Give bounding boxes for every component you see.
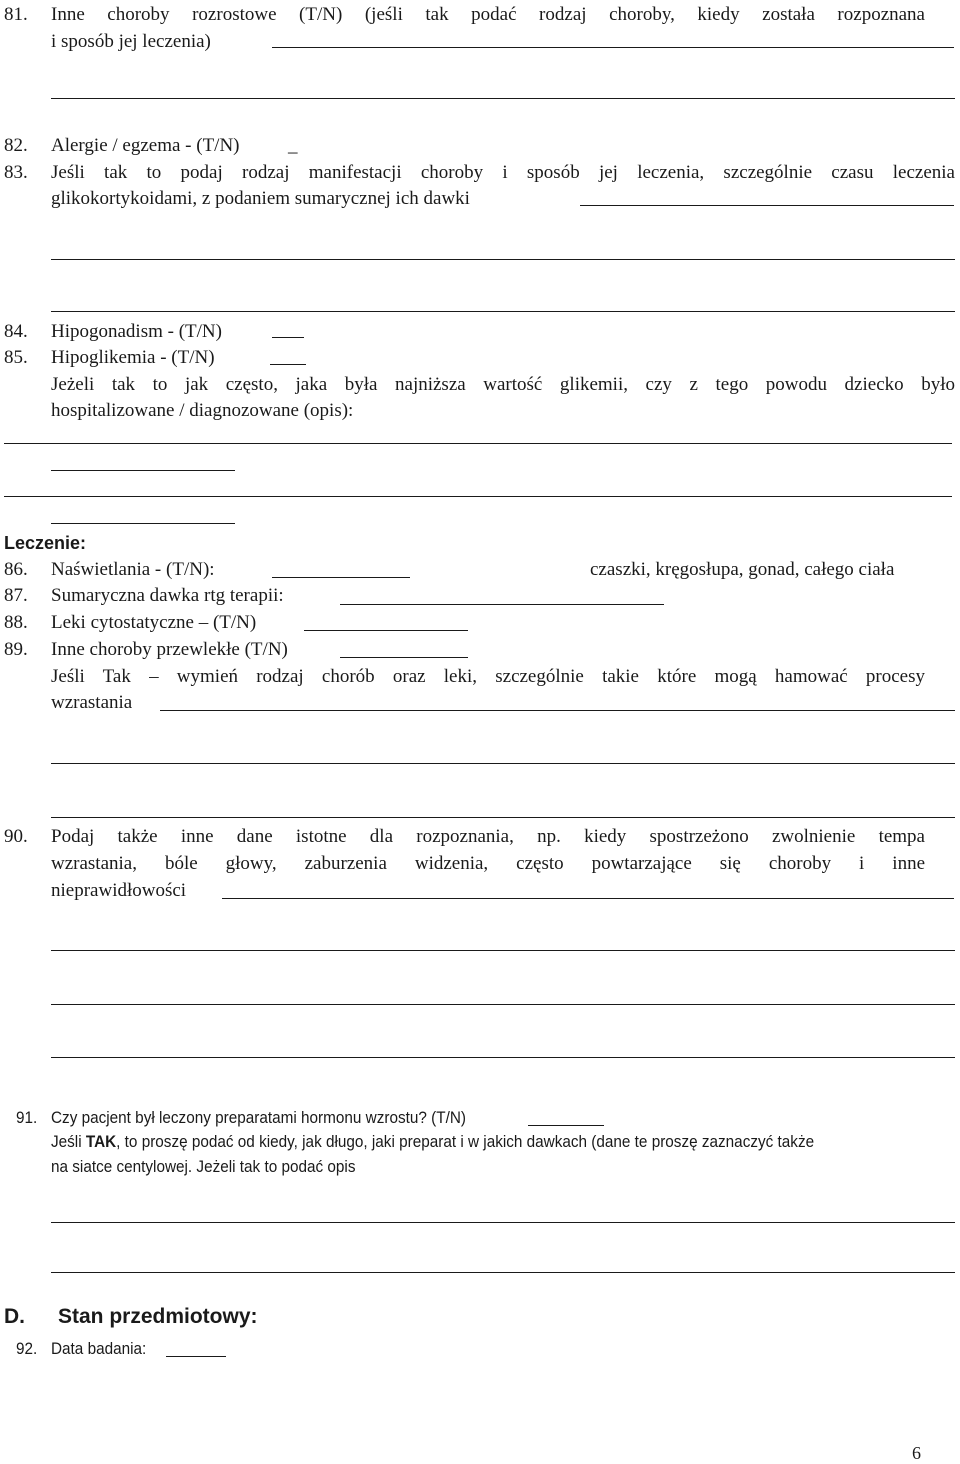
- q89-desc-line-2[interactable]: [51, 763, 955, 764]
- q83-text-line1: Jeśli tak to podaj rodzaj manifestacji choroby i sposób jej leczenia, szczególnie czasu leczenia: [51, 162, 955, 183]
- q90-answer-line-4[interactable]: [51, 1057, 955, 1058]
- q84-number: 84.: [4, 321, 28, 342]
- q92-answer-line[interactable]: [166, 1356, 226, 1357]
- q90-text-line2: wzrastania, bóle głowy, zaburzenia widzenia, często powtarzające się choroby i inne: [51, 853, 925, 874]
- q85-desc-line-1[interactable]: [4, 443, 952, 444]
- q85-desc-line-3[interactable]: [4, 496, 952, 497]
- q91-line1-pre: Jeśli: [51, 1132, 86, 1151]
- q90-answer-line-3[interactable]: [51, 1004, 955, 1005]
- q88-answer-line[interactable]: [304, 630, 468, 631]
- q89-text: Inne choroby przewlekłe (T/N): [51, 639, 288, 660]
- section-d-title: Stan przedmiotowy:: [58, 1305, 258, 1328]
- q86-text: Naświetlania - (T/N):: [51, 559, 215, 580]
- q81-number: 81.: [4, 4, 28, 25]
- q86-answer-line[interactable]: [272, 577, 410, 578]
- q89-text-line1: Jeśli Tak – wymień rodzaj chorób oraz leki, szczególnie takie które mogą hamować procesy: [51, 666, 925, 687]
- q85-text: Hipoglikemia - (T/N): [51, 347, 215, 368]
- q90-text-line1: Podaj także inne dane istotne dla rozpoznania, np. kiedy spostrzeżono zwolnienie tempa: [51, 826, 925, 847]
- q85-text-line1: Jeżeli tak to jak często, jaka była najniższa wartość glikemii, czy z tego powodu dziecko było: [51, 374, 955, 395]
- q91-answer-line[interactable]: [528, 1125, 604, 1126]
- q91-number: 91.: [16, 1108, 38, 1127]
- q89-desc-line-1[interactable]: [160, 710, 955, 711]
- q85-answer-line[interactable]: [270, 364, 306, 365]
- q91-line1-post: , to proszę podać od kiedy, jak długo, jaki preparat i w jakich dawkach (dane te proszę zaznaczyć także: [116, 1132, 815, 1151]
- q81-text-line1: Inne choroby rozrostowe (T/N) (jeśli tak podać rodzaj choroby, kiedy została rozpoznana: [51, 4, 925, 25]
- q88-text: Leki cytostatyczne – (T/N): [51, 612, 257, 633]
- q88-number: 88.: [4, 612, 28, 633]
- q86-number: 86.: [4, 559, 28, 580]
- q81-answer-line-1[interactable]: [272, 47, 954, 48]
- q84-text: Hipogonadism - (T/N): [51, 321, 222, 342]
- q90-number: 90.: [4, 826, 28, 847]
- q90-answer-line-1[interactable]: [222, 898, 954, 899]
- q84-answer-line[interactable]: [272, 337, 304, 338]
- leczenie-heading: Leczenie:: [4, 533, 87, 553]
- q91-answer-line-3[interactable]: [51, 1272, 955, 1273]
- q89-answer-line[interactable]: [340, 657, 468, 658]
- q83-answer-line-3[interactable]: [51, 311, 955, 312]
- q85-desc-line-2[interactable]: [51, 470, 235, 471]
- q82-text: Alergie / egzema - (T/N): [51, 135, 240, 156]
- q91-text-line2: na siatce centylowej. Jeżeli tak to podać opis: [51, 1157, 356, 1176]
- q87-answer-line[interactable]: [340, 604, 664, 605]
- q83-answer-line-1[interactable]: [580, 205, 954, 206]
- q90-answer-line-2[interactable]: [51, 950, 955, 951]
- q82-number: 82.: [4, 135, 28, 156]
- q81-answer-line-2[interactable]: [51, 98, 955, 99]
- q90-text-line3: nieprawidłowości: [51, 880, 187, 901]
- q82-blank[interactable]: _: [288, 135, 298, 156]
- q91-text-line1: [51, 1131, 814, 1153]
- q83-text-line2: glikokortykoidami, z podaniem sumarycznej ich dawki: [51, 188, 470, 209]
- q85-number: 85.: [4, 347, 28, 368]
- q91-text: Czy pacjent był leczony preparatami hormonu wzrostu? (T/N): [51, 1108, 466, 1127]
- page-number: 6: [912, 1443, 921, 1463]
- q92-number: 92.: [16, 1339, 38, 1358]
- q91-line1-bold: TAK: [85, 1132, 117, 1151]
- q89-number: 89.: [4, 639, 28, 660]
- q85-text-line2: hospitalizowane / diagnozowane (opis):: [51, 400, 354, 421]
- q85-desc-line-4[interactable]: [51, 523, 235, 524]
- section-d-letter: D.: [4, 1305, 25, 1328]
- q83-answer-line-2[interactable]: [51, 259, 955, 260]
- q87-text: Sumaryczna dawka rtg terapii:: [51, 585, 284, 606]
- q86-options: czaszki, kręgosłupa, gonad, całego ciała: [590, 559, 895, 580]
- q89-text-line2: wzrastania: [51, 692, 133, 713]
- q87-number: 87.: [4, 585, 28, 606]
- q81-text-line2: i sposób jej leczenia): [51, 31, 211, 52]
- q83-number: 83.: [4, 162, 28, 183]
- q91-answer-line-2[interactable]: [51, 1222, 955, 1223]
- q92-text: Data badania:: [51, 1339, 147, 1358]
- q89-desc-line-3[interactable]: [51, 817, 955, 818]
